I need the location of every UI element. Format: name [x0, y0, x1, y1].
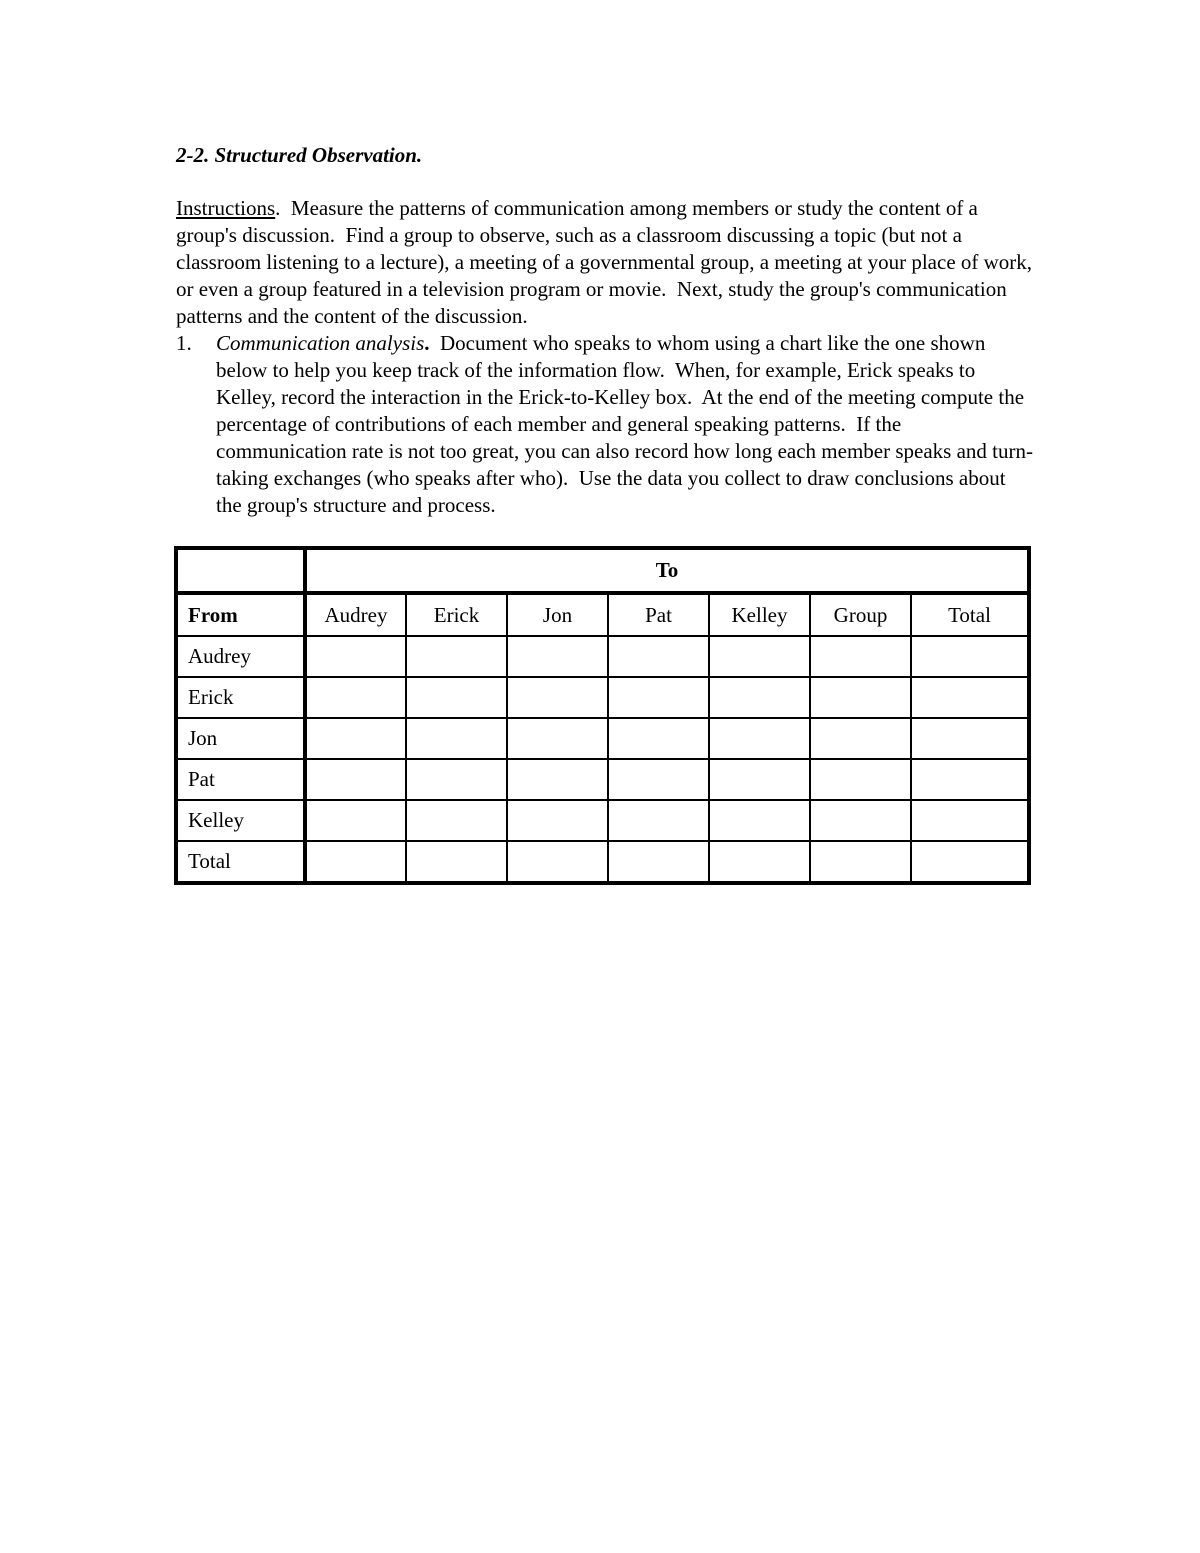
table-row	[176, 718, 1029, 759]
table-corner-cell	[176, 548, 305, 593]
table-cell[interactable]	[709, 759, 810, 800]
table-cell[interactable]	[406, 800, 507, 841]
table-cell[interactable]	[305, 636, 406, 677]
table-row	[176, 800, 1029, 841]
table-cell[interactable]	[810, 841, 911, 883]
to-header: To	[305, 548, 1029, 593]
table-cell[interactable]	[810, 800, 911, 841]
table-cell[interactable]	[507, 718, 608, 759]
communication-chart	[174, 546, 1031, 885]
table-cell[interactable]	[911, 718, 1029, 759]
table-cell[interactable]	[406, 718, 507, 759]
list-item-number: 1.	[176, 331, 192, 355]
table-cell[interactable]	[911, 759, 1029, 800]
table-cell[interactable]	[608, 718, 709, 759]
instructions-label: Instructions	[176, 196, 276, 220]
table-cell[interactable]	[406, 841, 507, 883]
table-cell[interactable]	[305, 759, 406, 800]
table-row	[176, 636, 1029, 677]
table-cell[interactable]	[709, 800, 810, 841]
table-cell[interactable]	[911, 677, 1029, 718]
row-label-jon: Jon	[176, 718, 305, 759]
instructions-label-punct: .	[275, 196, 281, 220]
table-cell[interactable]	[507, 841, 608, 883]
table-cell[interactable]	[810, 759, 911, 800]
document-page	[176, 140, 1036, 519]
row-label-pat: Pat	[176, 759, 305, 800]
instructions-text: Measure the patterns of communication among members or study the content of a group's discussion. Find a group to observe, such as a classroom discussing a topic (but not a classroom listening to a lecture), a meeting of a governmental group, a meeting at your place of work, or even a group featured in a television program or movie. Next, study the group's communication patterns and the content of the discussion.	[176, 196, 1038, 328]
table-cell[interactable]	[305, 718, 406, 759]
table-cell[interactable]	[709, 636, 810, 677]
table-cell[interactable]	[406, 759, 507, 800]
table-row	[176, 841, 1029, 883]
table-cell[interactable]	[911, 800, 1029, 841]
table-cell[interactable]	[709, 718, 810, 759]
list-item-lead: Communication analysis	[216, 331, 425, 355]
column-header-group: Group	[810, 593, 911, 636]
column-header-total: Total	[911, 593, 1029, 636]
table-header-to-row	[176, 548, 1029, 593]
row-label-audrey: Audrey	[176, 636, 305, 677]
table-cell[interactable]	[810, 677, 911, 718]
table-cell[interactable]	[507, 800, 608, 841]
table-cell[interactable]	[608, 800, 709, 841]
row-label-erick: Erick	[176, 677, 305, 718]
list-item	[176, 330, 1036, 519]
column-header-erick: Erick	[406, 593, 507, 636]
table-cell[interactable]	[406, 636, 507, 677]
from-header: From	[176, 593, 305, 636]
table-cell[interactable]	[406, 677, 507, 718]
table-cell[interactable]	[305, 677, 406, 718]
column-header-kelley: Kelley	[709, 593, 810, 636]
table-cell[interactable]	[608, 636, 709, 677]
instructions-paragraph	[176, 195, 1036, 330]
column-header-jon: Jon	[507, 593, 608, 636]
column-header-audrey: Audrey	[305, 593, 406, 636]
list-item-lead-punct: .	[424, 331, 430, 355]
row-label-total: Total	[176, 841, 305, 883]
table-cell[interactable]	[709, 841, 810, 883]
row-label-kelley: Kelley	[176, 800, 305, 841]
section-title: 2-2. Structured Observation.	[176, 143, 423, 167]
table-cell[interactable]	[810, 636, 911, 677]
table-cell[interactable]	[709, 677, 810, 718]
table-cell[interactable]	[507, 636, 608, 677]
table-cell[interactable]	[608, 759, 709, 800]
table-cell[interactable]	[305, 800, 406, 841]
table-cell[interactable]	[608, 841, 709, 883]
column-header-pat: Pat	[608, 593, 709, 636]
table-row	[176, 677, 1029, 718]
table-cell[interactable]	[911, 636, 1029, 677]
table-cell[interactable]	[305, 841, 406, 883]
table-cell[interactable]	[507, 759, 608, 800]
table-cell[interactable]	[608, 677, 709, 718]
list-item-text: Document who speaks to whom using a chart like the one shown below to help you keep track of the information flow. When, for example, Erick speaks to Kelley, record the interaction in the Erick-to-Kelley box. At the end of the meeting compute the percentage of contributions of each member and general speaking patterns. If the communication rate is not too great, you can also record how long each member speaks and turn-taking exchanges (who speaks after who). Use the data you collect to draw conclusions about the group's structure and process.	[216, 331, 1033, 517]
table-row	[176, 759, 1029, 800]
list-item-body	[216, 330, 1036, 519]
instruction-list	[176, 330, 1036, 519]
table-cell[interactable]	[507, 677, 608, 718]
table-cell[interactable]	[810, 718, 911, 759]
table-column-header-row	[176, 593, 1029, 636]
table-cell[interactable]	[911, 841, 1029, 883]
